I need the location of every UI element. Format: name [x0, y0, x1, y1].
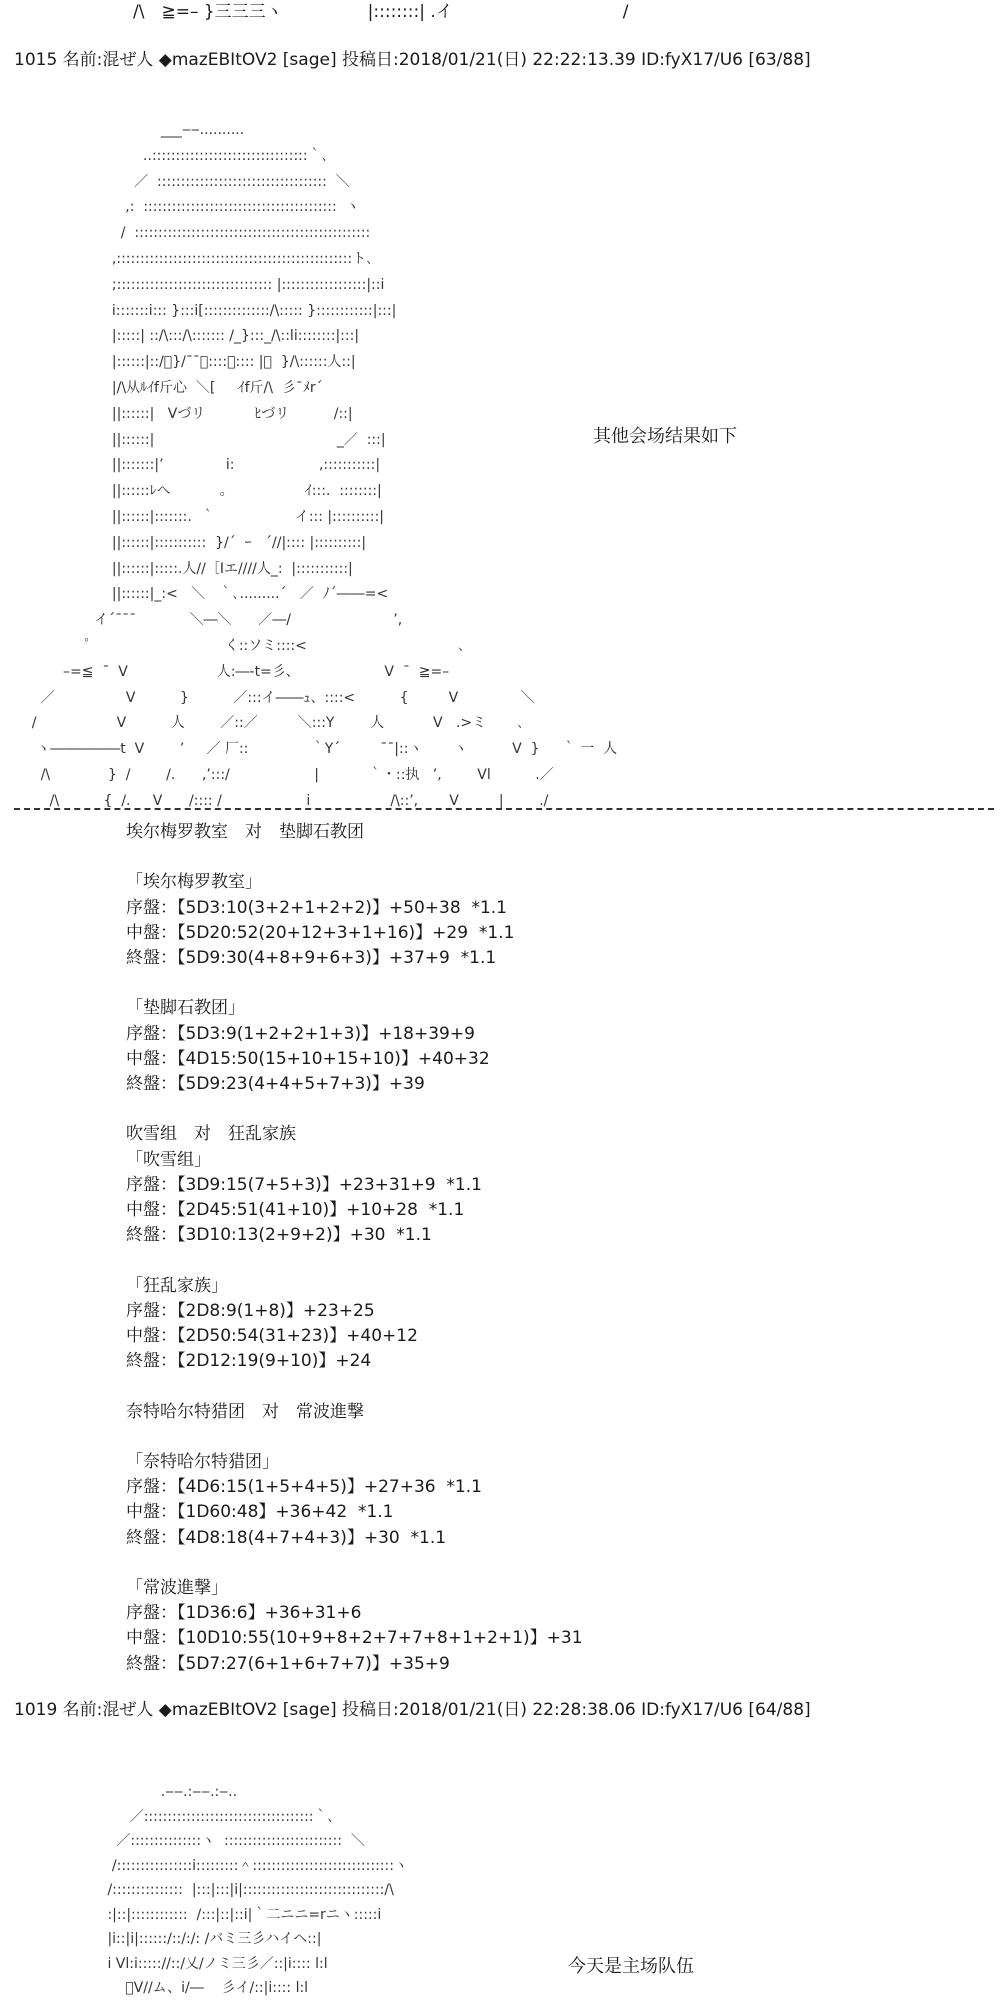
result-line: 序盤：【5D3:9(1+2+2+1+3)】+18+39+9	[126, 1023, 475, 1044]
ascii-art-line: ||::::::| Vづリ ﾋづリ /::|	[14, 405, 353, 422]
ascii-art-line: ／ V } ／:::イ――ｭ、::::< { V ＼	[14, 689, 535, 706]
ascii-art-line: ／::::::::::::::::::::::::::::::::::::｀､	[14, 1808, 335, 1825]
result-line: 序盤：【1D36:6】+36+31+6	[126, 1603, 362, 1624]
ascii-art-line: /\ } / /. ,’:::/ | ｀・::执 ’, Vl .／	[14, 767, 554, 783]
result-line: 中盤：【5D20:52(20+12+3+1+16)】+29 *1.1	[126, 922, 515, 943]
result-line: 中盤：【2D50:54(31+23)】+40+12	[126, 1326, 418, 1346]
result-line: 終盤：【5D9:23(4+4+5+7+3)】+39	[126, 1074, 425, 1094]
ascii-art-line: ||::::::|::::::::::: }/´ ｰ ´//|:::: |::::::::::|	[14, 534, 367, 551]
result-line: 終盤：【5D7:27(6+1+6+7+7)】+35+9	[126, 1653, 450, 1674]
ascii-art-line: /::::::::::::::: |:::|:::|i|::::::::::::::::::::::::::::::/\	[14, 1882, 394, 1898]
side-note-home-team: 今天是主场队伍	[568, 1956, 694, 1977]
result-line: 奈特哈尔特猎团 对 常波進撃	[126, 1401, 364, 1422]
result-line: 序盤：【3D9:15(7+5+3)】+23+31+9 *1.1	[126, 1174, 482, 1195]
result-line: 中盤：【4D15:50(15+10+15+10)】+40+32	[126, 1048, 490, 1069]
result-line: 埃尔梅罗教室 对 垫脚石教团	[126, 822, 364, 842]
ascii-art-line: ;::::::::::::::::::::::::::::::::: |::::::::::::::::::|::i	[14, 276, 385, 293]
result-line: 序盤：【2D8:9(1+8)】+23+25	[126, 1300, 375, 1321]
ascii-art-line: ||:::::::|’ i: ,:::::::::::|	[14, 457, 381, 474]
ascii-art-line: |/\从ﾙｲf斤心 ＼[ ｲf斤/\ 彡¯ﾒr´	[14, 380, 323, 396]
side-note-other-venues: 其他会场结果如下	[593, 426, 737, 447]
ascii-art-line: イ´¯¯¯ ＼―＼ ／―/ ’,	[14, 612, 403, 629]
ascii-art-line: :|::|:::::::::::: /:::|::|::i|｀二ニニ=rニヽ:::::i	[14, 1906, 382, 1923]
post-header-1019: 1019 名前:混ぜ人 ◆mazEBItOV2 [sage] 投稿日:2018/01/21(日) 22:28:38.06 ID:fyX17/U6 [64/88]	[14, 1700, 811, 1720]
result-line: 「吹雪组」	[126, 1149, 211, 1170]
ascii-art-line: ／ :::::::::::::::::::::::::::::::::::: ＼	[14, 173, 350, 190]
result-line: 「奈特哈尔特猎团」	[126, 1452, 279, 1472]
ascii-art-line: ___‒‒..........	[14, 122, 245, 138]
result-line: 中盤：【1D60:48】+36+42 *1.1	[126, 1502, 394, 1523]
dashed-divider	[14, 808, 994, 810]
result-line: 吹雪组 对 狂乱家族	[126, 1124, 296, 1145]
result-line: 「埃尔梅罗教室」	[126, 872, 262, 893]
ascii-art-line: .‒‒.:‒‒.:‒..	[14, 1784, 238, 1800]
ascii-art-line: –=≦ ¯ V 人:―-t=彡、 V ¯ ≧=–	[14, 663, 450, 680]
ascii-art-line: |:::::| ::/\:::/\::::::: /_}:::_/\::li::::::::|:::|	[14, 328, 360, 345]
ascii-art-line: ヽ―――――t V ’ ／ 厂:: ｀Y´ ¯¯|::ヽ ヽ V } ｀ 一 人	[14, 741, 618, 758]
ascii-art-line: ||::::::|:::::::. ｀ イ::: |::::::::::|	[14, 509, 385, 525]
ascii-art-line: ,: ::::::::::::::::::::::::::::::::::::::::: ヽ	[14, 199, 360, 216]
result-line: 終盤：【2D12:19(9+10)】+24	[126, 1351, 372, 1372]
post-header-1015: 1015 名前:混ぜ人 ◆mazEBItOV2 [sage] 投稿日:2018/01/21(日) 22:22:13.39 ID:fyX17/U6 [63/88]	[14, 50, 811, 70]
ascii-art-line: |i::|i|::::::/::/:/: /バミ三彡ハイヘ::|	[14, 1931, 322, 1947]
result-line: 終盤：【3D10:13(2+9+2)】+30 *1.1	[126, 1225, 432, 1246]
result-line: 「常波進撃」	[126, 1578, 228, 1598]
ascii-art-line: ..:::::::::::::::::::::::::::::::::｀､	[14, 147, 329, 164]
result-line: 「垫脚石教团」	[126, 998, 245, 1019]
ascii-art-line: /\ { /. V /:::: / i /\::’, V | ./	[14, 792, 549, 809]
result-line: 終盤：【5D9:30(4+8+9+6+3)】+37+9 *1.1	[126, 948, 497, 968]
ascii-art-line: ||::::::| _／ :::|	[14, 431, 386, 448]
ascii-art-line: ,::::::::::::::::::::::::::::::::::::::::::::::::::ト､	[14, 251, 374, 267]
ascii-art-line: ﾞV//ム、i/― 彡イ/::|i:::: l:l	[14, 1980, 309, 1996]
ascii-art-line: |::::::|::/ﾞ}/¯¯｀::::､:::: |／ }/\::::::人::|	[14, 354, 356, 371]
ascii-art-line: / V 人 ／::／ ＼:::Y 人 V .>ミ ､	[14, 715, 525, 732]
ascii-art-line: ||::::::|:::::.人//［Iエ////人_: |:::::::::::|	[14, 560, 353, 577]
result-line: 序盤：【4D6:15(1+5+4+5)】+27+36 *1.1	[126, 1477, 482, 1498]
ascii-art-line: / ::::::::::::::::::::::::::::::::::::::::::::::::::	[14, 225, 371, 242]
result-line: 終盤：【4D8:18(4+7+4+3)】+30 *1.1	[126, 1527, 447, 1548]
ascii-art-line: /::::::::::::::::i:::::::::＾::::::::::::::::::::::::::::::ヽ	[14, 1857, 408, 1874]
top-fragment: /\ ≧=– }三三三ヽ |::::::::| .イ /	[14, 2, 629, 22]
result-line: 中盤：【10D10:55(10+9+8+2+7+7+8+1+2+1)】+31	[126, 1628, 583, 1649]
ascii-art-line: ||::::::ﾚへ 。 ｲ:::. ::::::::|	[14, 483, 382, 500]
ascii-art-line: ／:::::::::::::::ヽ ::::::::::::::::::::::::: ＼	[14, 1833, 365, 1849]
result-line: 序盤：【5D3:10(3+2+1+2+2)】+50+38 *1.1	[126, 897, 507, 918]
result-line: 中盤：【2D45:51(41+10)】+10+28 *1.1	[126, 1200, 465, 1220]
ascii-art-line: i Vl:i::::://::/乂/ノミ三彡／::|i:::: l:l	[14, 1955, 328, 1972]
result-line: 「狂乱家族」	[126, 1275, 228, 1296]
ascii-art-line: ﾟ く::ソミ::::< ､	[14, 638, 466, 654]
ascii-art-line: i:::::::i::: }:::i[::::::::::::::/\::::: }::::::::::::|:::|	[14, 302, 397, 319]
ascii-art-line: ||::::::|_:< ＼ ｀､.........´ ／ ﾉ´――=<	[14, 586, 389, 603]
